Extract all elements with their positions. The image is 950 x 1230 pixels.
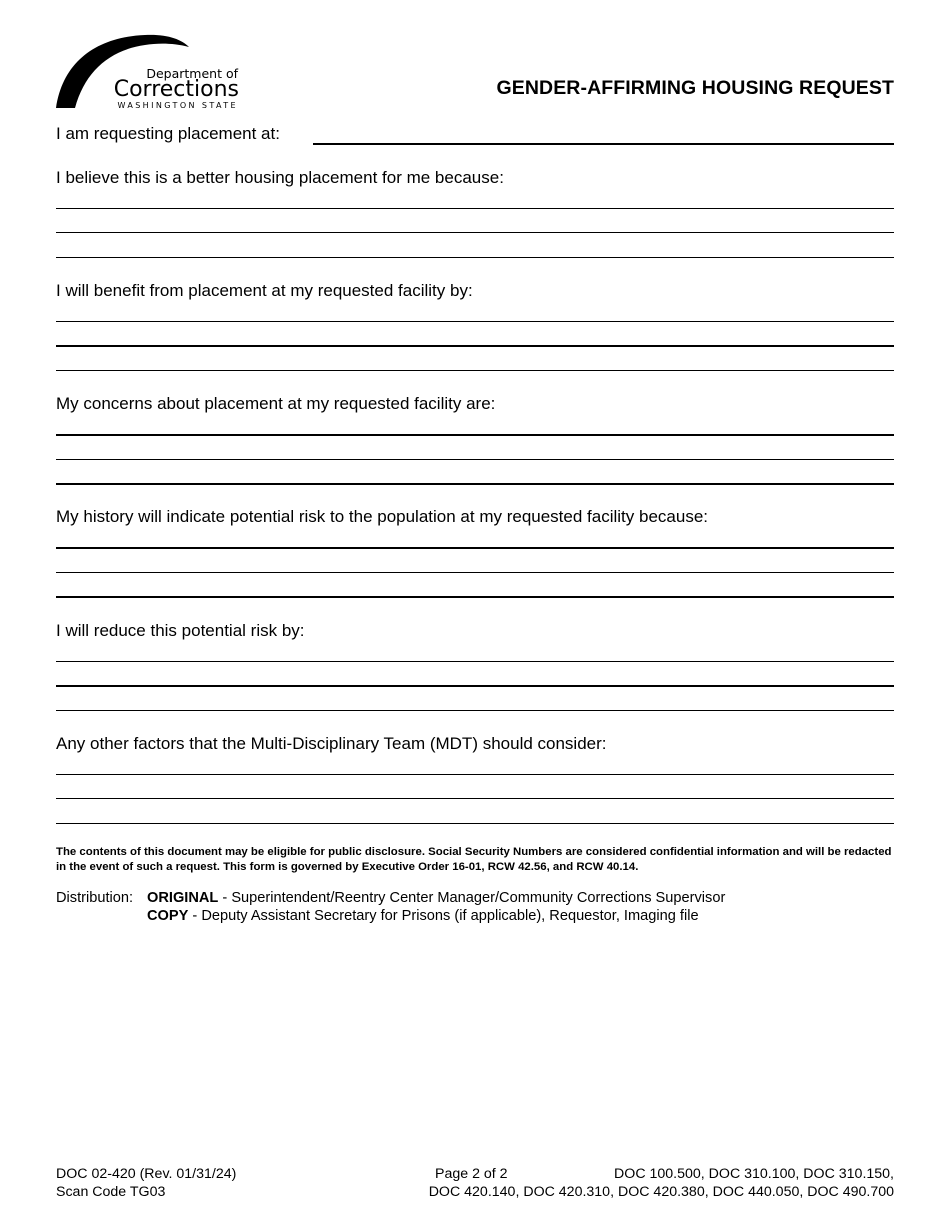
answer-line[interactable]	[56, 257, 894, 258]
question-prompt: I will benefit from placement at my requested facility by:	[56, 281, 473, 300]
logo-line3: WASHINGTON STATE	[117, 101, 238, 110]
answer-line[interactable]	[56, 459, 894, 460]
public-disclosure-notice: The contents of this document may be eligible for public disclosure. Social Security Numbers are considered confidential information and will be redacted in the event of such a request. This form is governed by Executive Order 16-01, RCW 42.56, and RCW 40.14.	[56, 846, 892, 873]
form-number: DOC 02-420 (Rev. 01/31/24)	[56, 1166, 237, 1182]
answer-line[interactable]	[56, 685, 894, 687]
question-prompt: I will reduce this potential risk by:	[56, 621, 305, 640]
distribution-original	[147, 889, 725, 907]
logo-line1: Department of	[146, 66, 238, 81]
answer-line[interactable]	[56, 572, 894, 573]
distribution-copy	[147, 907, 699, 925]
original-recipients: - Superintendent/Reentry Center Manager/Community Corrections Supervisor	[218, 890, 726, 906]
answer-line[interactable]	[56, 483, 894, 485]
answer-line[interactable]	[56, 661, 894, 662]
answer-line[interactable]	[56, 774, 894, 775]
answer-line[interactable]	[56, 823, 894, 824]
page-number: Page 2 of 2	[435, 1166, 508, 1182]
form-title: GENDER-AFFIRMING HOUSING REQUEST	[496, 77, 894, 99]
distribution-label: Distribution:	[56, 890, 134, 906]
answer-line[interactable]	[56, 434, 894, 436]
answer-line[interactable]	[56, 370, 894, 371]
policy-references-line2: DOC 420.140, DOC 420.310, DOC 420.380, DOC 440.050, DOC 490.700	[428, 1184, 894, 1200]
question-prompt: I believe this is a better housing placement for me because:	[56, 168, 504, 187]
placement-input[interactable]	[313, 143, 894, 145]
copy-label: COPY	[147, 908, 189, 924]
answer-line[interactable]	[56, 710, 894, 711]
scan-code: Scan Code TG03	[56, 1184, 166, 1200]
answer-line[interactable]	[56, 232, 894, 233]
answer-line[interactable]	[56, 321, 894, 322]
question-prompt: Any other factors that the Multi-Disciplinary Team (MDT) should consider:	[56, 734, 607, 753]
distribution-block	[56, 889, 896, 925]
original-label: ORIGINAL	[147, 890, 219, 906]
dept-corrections-logo	[55, 33, 245, 111]
question-prompt: My concerns about placement at my requested facility are:	[56, 394, 496, 413]
logo-arc-icon	[55, 33, 245, 111]
answer-line[interactable]	[56, 208, 894, 209]
logo-line2: Corrections	[113, 77, 239, 102]
answer-line[interactable]	[56, 798, 894, 799]
question-prompt: My history will indicate potential risk to the population at my requested facility because:	[56, 507, 708, 526]
answer-line[interactable]	[56, 547, 894, 549]
placement-label: I am requesting placement at:	[56, 124, 280, 143]
policy-references-line1: DOC 100.500, DOC 310.100, DOC 310.150,	[614, 1166, 894, 1182]
answer-line[interactable]	[56, 345, 894, 347]
answer-line[interactable]	[56, 596, 894, 598]
copy-recipients: - Deputy Assistant Secretary for Prisons (if applicable), Requestor, Imaging file	[188, 908, 699, 924]
